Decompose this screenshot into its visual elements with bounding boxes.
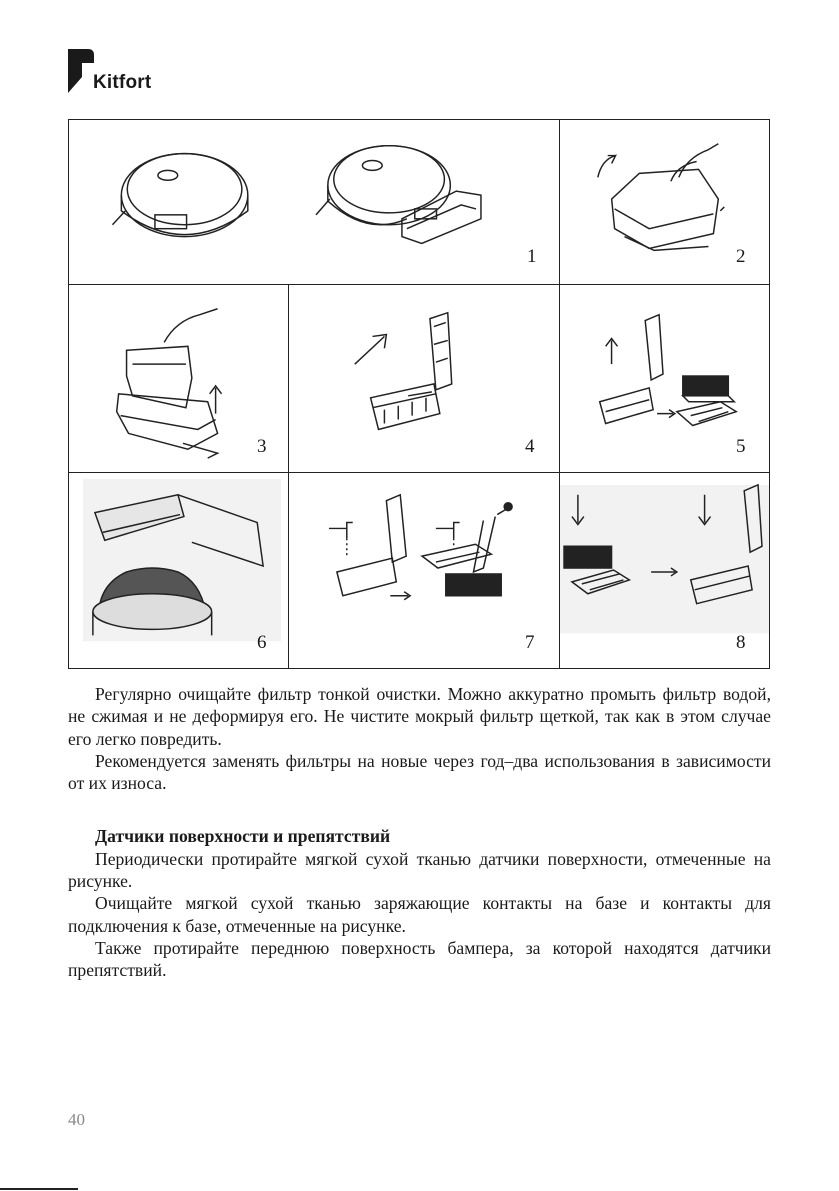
instruction-figure	[68, 119, 770, 669]
step-number: 7	[525, 632, 535, 653]
robot-dustbin-removal-illustration	[69, 120, 559, 284]
step-number: 1	[527, 246, 537, 267]
step-5-panel	[559, 284, 770, 473]
step-number: 3	[257, 436, 267, 457]
page-number: 40	[68, 1110, 85, 1129]
step-3-panel	[68, 284, 289, 473]
step-6-panel	[68, 472, 289, 669]
step-number: 4	[525, 436, 535, 457]
filter-washing-illustration	[289, 473, 559, 668]
paragraph-filter-replacement: Рекомендуется заменять фильтры на новые через год–два использования в зависимости от их износа.	[68, 750, 771, 794]
paragraph-surface-sensors: Периодически протирайте мягкой сухой тканью датчики поверхности, отмеченные на рисунке.	[68, 848, 771, 892]
step-7-panel	[288, 472, 560, 669]
step-number: 5	[736, 436, 746, 457]
kitfort-logo-icon	[66, 47, 96, 93]
page-edge-mark	[0, 1188, 78, 1190]
kitfort-logo	[66, 47, 176, 99]
step-2-panel	[559, 119, 770, 285]
step-number: 6	[257, 632, 267, 653]
section-heading-sensors: Датчики поверхности и препятствий	[95, 826, 391, 847]
filter-hinge-open-illustration	[289, 285, 559, 472]
filter-unit-lift-illustration	[69, 285, 288, 472]
paragraph-filter-cleaning: Регулярно очищайте фильтр тонкой очистки. Можно аккуратно промыть фильтр водой, не сжимая и не деформируя его. Не чистите мокрый фильтр щеткой, так как в этом случае его легко повредить.	[68, 684, 771, 749]
step-number: 8	[736, 632, 746, 653]
instruction-text	[68, 683, 771, 982]
step-number: 2	[736, 246, 746, 267]
step-1-panel	[68, 119, 560, 285]
brand-name: Kitfort	[93, 72, 152, 93]
paragraph-bumper: Также протирайте переднюю поверхность бампера, за которой находятся датчики препятствий.	[68, 937, 771, 981]
paragraph-charging-contacts: Очищайте мягкой сухой тканью заряжающие контакты на базе и контакты для подключения к базе, отмеченные на рисунке.	[68, 893, 771, 936]
step-4-panel	[288, 284, 560, 473]
dust-shaking-illustration	[69, 473, 288, 668]
step-8-panel	[559, 472, 770, 669]
